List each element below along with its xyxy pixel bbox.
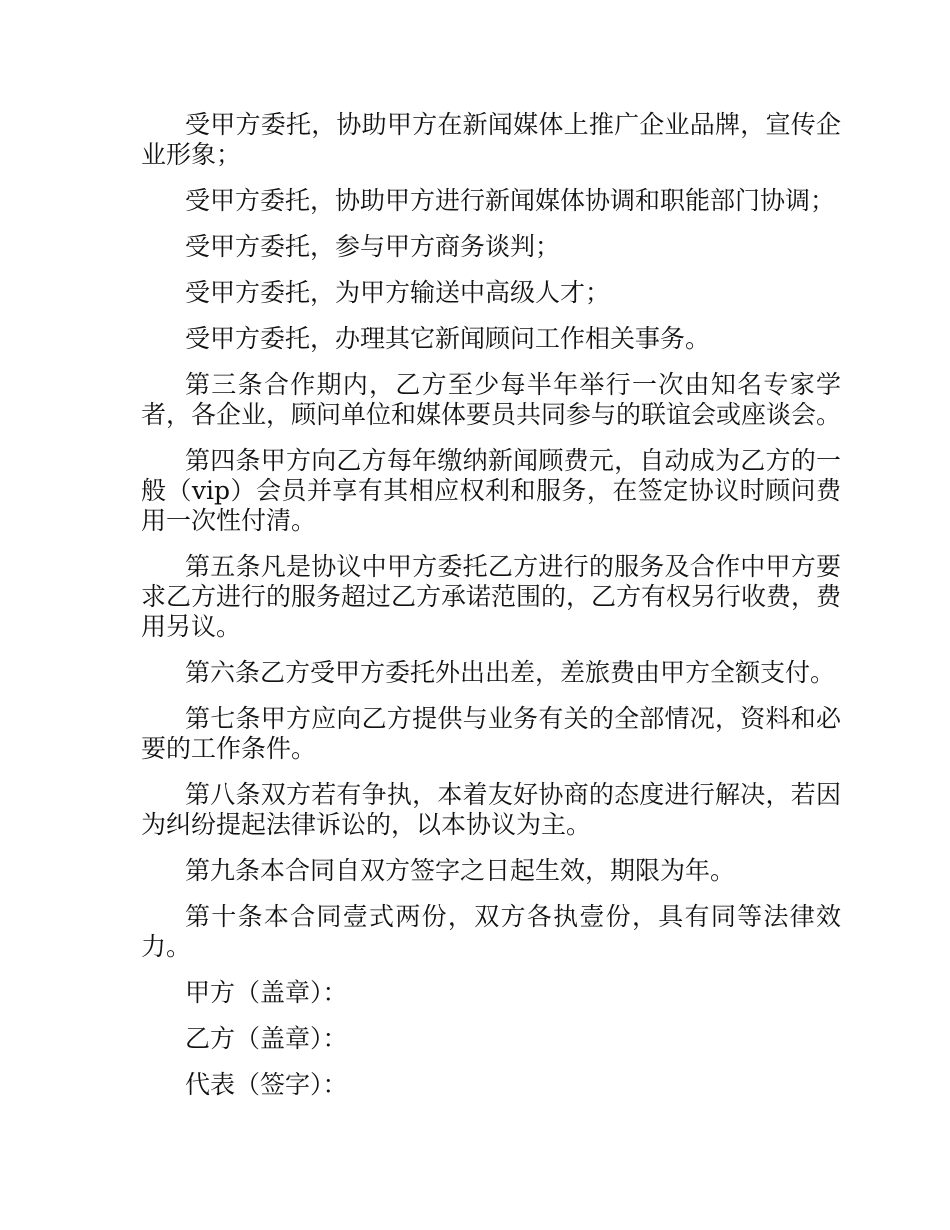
signature-representative: 代表（签字）： [185, 1070, 348, 1099]
paragraph-article-8: 第八条双方若有争执，本着友好协商的态度进行解决，若因为纠纷提起法律诉讼的，以本协议为主。 [141, 780, 841, 839]
paragraph-article-5: 第五条凡是协议中甲方委托乙方进行的服务及合作中甲方要求乙方进行的服务超过乙方承诺范围的，乙方有权另行收费，费用另议。 [141, 552, 842, 641]
paragraph-article-9: 第九条本合同自双方签字之日起生效，期限为年。 [185, 856, 736, 885]
paragraph-article-10: 第十条本合同壹式两份，双方各执壹份，具有同等法律效力。 [141, 902, 841, 961]
paragraph-article-3: 第三条合作期内，乙方至少每半年举行一次由知名专家学者，各企业，顾问单位和媒体要员共同参与的联谊会或座谈会。 [141, 370, 842, 429]
paragraph-other-affairs: 受甲方委托，办理其它新闻顾问工作相关事务。 [185, 324, 711, 353]
signature-party-b: 乙方（盖章）： [185, 1024, 348, 1053]
paragraph-article-4: 第四条甲方向乙方每年缴纳新闻顾费元，自动成为乙方的一般（vip）会员并享有其相应权利和服务，在签定协议时顾问费用一次性付清。 [141, 446, 841, 535]
paragraph-business-negotiation: 受甲方委托，参与甲方商务谈判； [185, 232, 561, 261]
paragraph-article-6: 第六条乙方受甲方委托外出出差，差旅费由甲方全额支付。 [185, 658, 836, 687]
document-body [141, 110, 841, 1116]
paragraph-article-7: 第七条甲方应向乙方提供与业务有关的全部情况，资料和必要的工作条件。 [141, 704, 841, 763]
signature-party-a: 甲方（盖章）： [185, 978, 348, 1007]
paragraph-media-coordination: 受甲方委托，协助甲方进行新闻媒体协调和职能部门协调； [185, 186, 836, 215]
paragraph-promote-brand: 受甲方委托，协助甲方在新闻媒体上推广企业品牌，宣传企业形象； [141, 110, 841, 169]
paragraph-talent-supply: 受甲方委托，为甲方输送中高级人才； [185, 278, 611, 307]
